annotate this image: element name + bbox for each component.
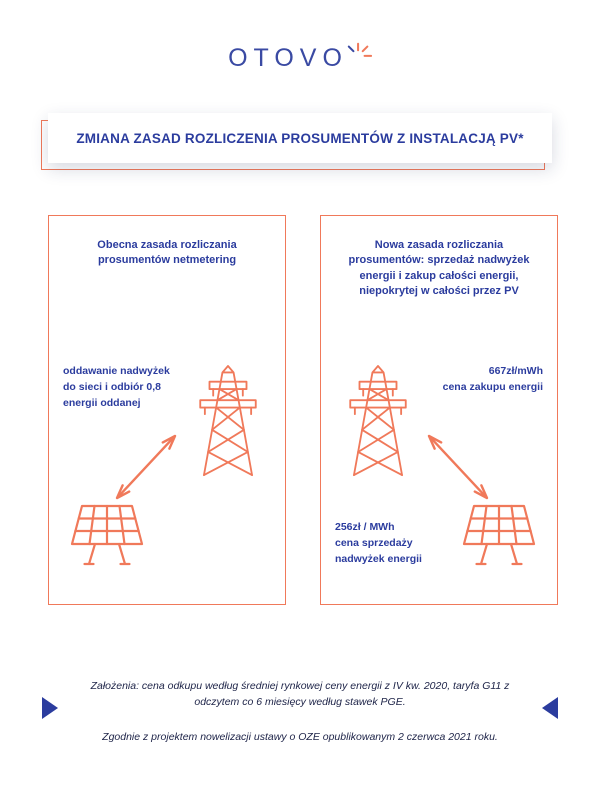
sell-price-value: 256zł / MWh <box>335 521 395 533</box>
buy-price-value: 667zł/mWh <box>488 365 543 377</box>
footer-assumptions: Założenia: cena odkupu według średniej rynkowej ceny energii z IV kw. 2020, taryfa G11 z odczytem co 6 miesięcy według stawek PGE. <box>90 680 510 709</box>
solar-panel-icon <box>457 500 541 572</box>
panel-current-rules <box>48 215 286 605</box>
panel-left-note: oddawanie nadwyżek do sieci i odbiór 0,8 energii oddanej <box>63 365 170 409</box>
solar-panel-icon <box>65 500 149 572</box>
sell-price-block <box>335 520 439 567</box>
page-title: ZMIANA ZASAD ROZLICZENIA PROSUMENTÓW Z INSTALACJĄ PV* <box>76 130 524 146</box>
footer <box>0 678 600 743</box>
transmission-tower-icon <box>341 362 415 480</box>
buy-price-block <box>431 364 543 396</box>
logo-spark-icon <box>346 40 372 68</box>
title-banner <box>48 113 552 163</box>
transmission-tower-icon <box>191 362 265 480</box>
panel-right-heading: Nowa zasada rozliczania prosumentów: sprzedaż nadwyżek energii i zakup całości energii, niepokrytej w całości przez PV <box>348 239 530 298</box>
footer-legal-note: Zgodnie z projektem nowelizacji ustawy o OZE opublikowanym 2 czerwca 2021 roku. <box>102 730 498 743</box>
logo <box>0 46 600 71</box>
double-arrow-icon <box>419 424 497 508</box>
title-box <box>48 113 552 163</box>
panel-new-rules <box>320 215 558 605</box>
sell-price-label: cena sprzedaży nadwyżek energii <box>335 536 422 565</box>
buy-price-label: cena zakupu energii <box>442 380 543 393</box>
panel-left-heading: Obecna zasada rozliczania prosumentów netmetering <box>97 239 237 267</box>
double-arrow-icon <box>107 424 185 508</box>
logo-text: OTOVO <box>228 44 348 72</box>
